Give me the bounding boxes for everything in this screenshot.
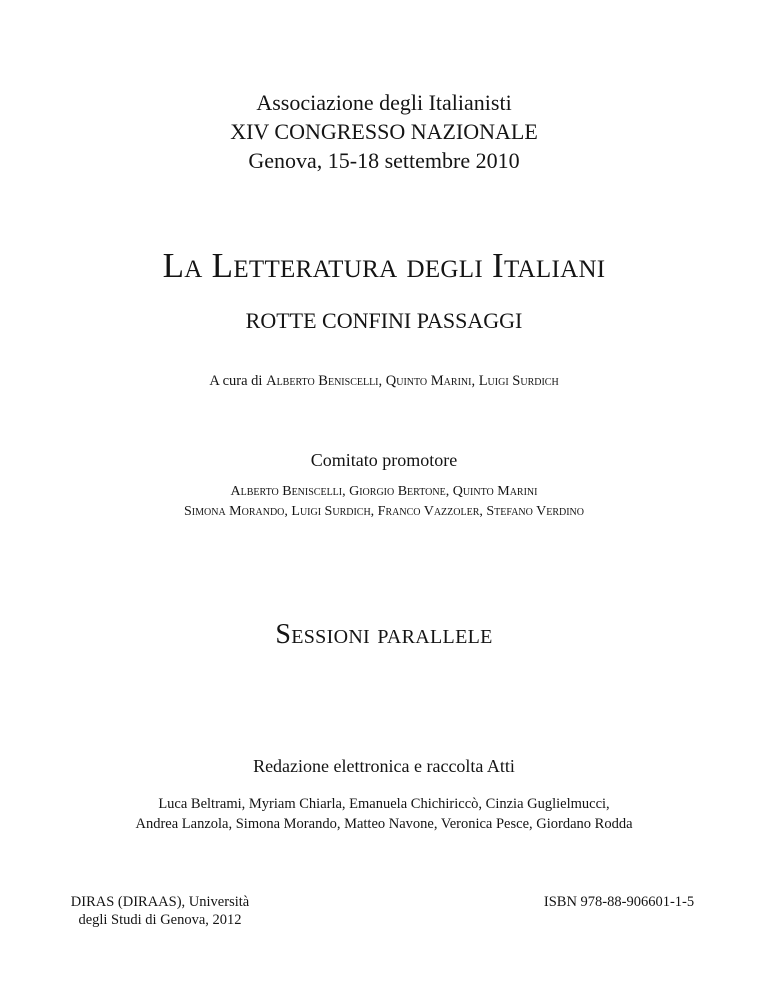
book-title: La Letteratura degli Italiani — [162, 246, 606, 285]
editors-line — [0, 371, 768, 391]
editorial-members-line-1: Luca Beltrami, Myriam Chiarla, Emanuela Chichiriccò, Cinzia Guglielmucci, — [158, 796, 610, 812]
congress-header — [0, 88, 768, 175]
editors-prefix: A cura di — [209, 373, 263, 389]
publisher-info — [60, 893, 260, 929]
editorial-heading: Redazione elettronica e raccolta Atti — [253, 756, 515, 776]
committee-members-line-1: Alberto Beniscelli, Giorgio Bertone, Quinto Marini — [230, 484, 538, 499]
editorial-members — [0, 794, 768, 834]
editorial-members-line-2: Andrea Lanzola, Simona Morando, Matteo Navone, Veronica Pesce, Giordano Rodda — [135, 816, 633, 832]
committee-members — [0, 482, 768, 522]
sessions-title: Sessioni parallele — [275, 619, 493, 650]
committee-heading: Comitato promotore — [310, 450, 458, 470]
congress-name: XIV CONGRESSO NAZIONALE — [230, 119, 538, 144]
editors-names: Alberto Beniscelli, Quinto Marini, Luigi Surdich — [266, 373, 559, 389]
book-subtitle: ROTTE CONFINI PASSAGGI — [245, 308, 523, 333]
publisher-line-1: DIRAS (DIRAAS), Università — [70, 894, 250, 910]
isbn: ISBN 978-88-906601-1-5 — [543, 894, 695, 910]
association-name: Associazione degli Italianisti — [256, 90, 512, 115]
committee-members-line-2: Simona Morando, Luigi Surdich, Franco Vazzoler, Stefano Verdino — [184, 504, 584, 519]
congress-date-place: Genova, 15-18 settembre 2010 — [248, 148, 520, 173]
publisher-line-2: degli Studi di Genova, 2012 — [78, 912, 242, 928]
